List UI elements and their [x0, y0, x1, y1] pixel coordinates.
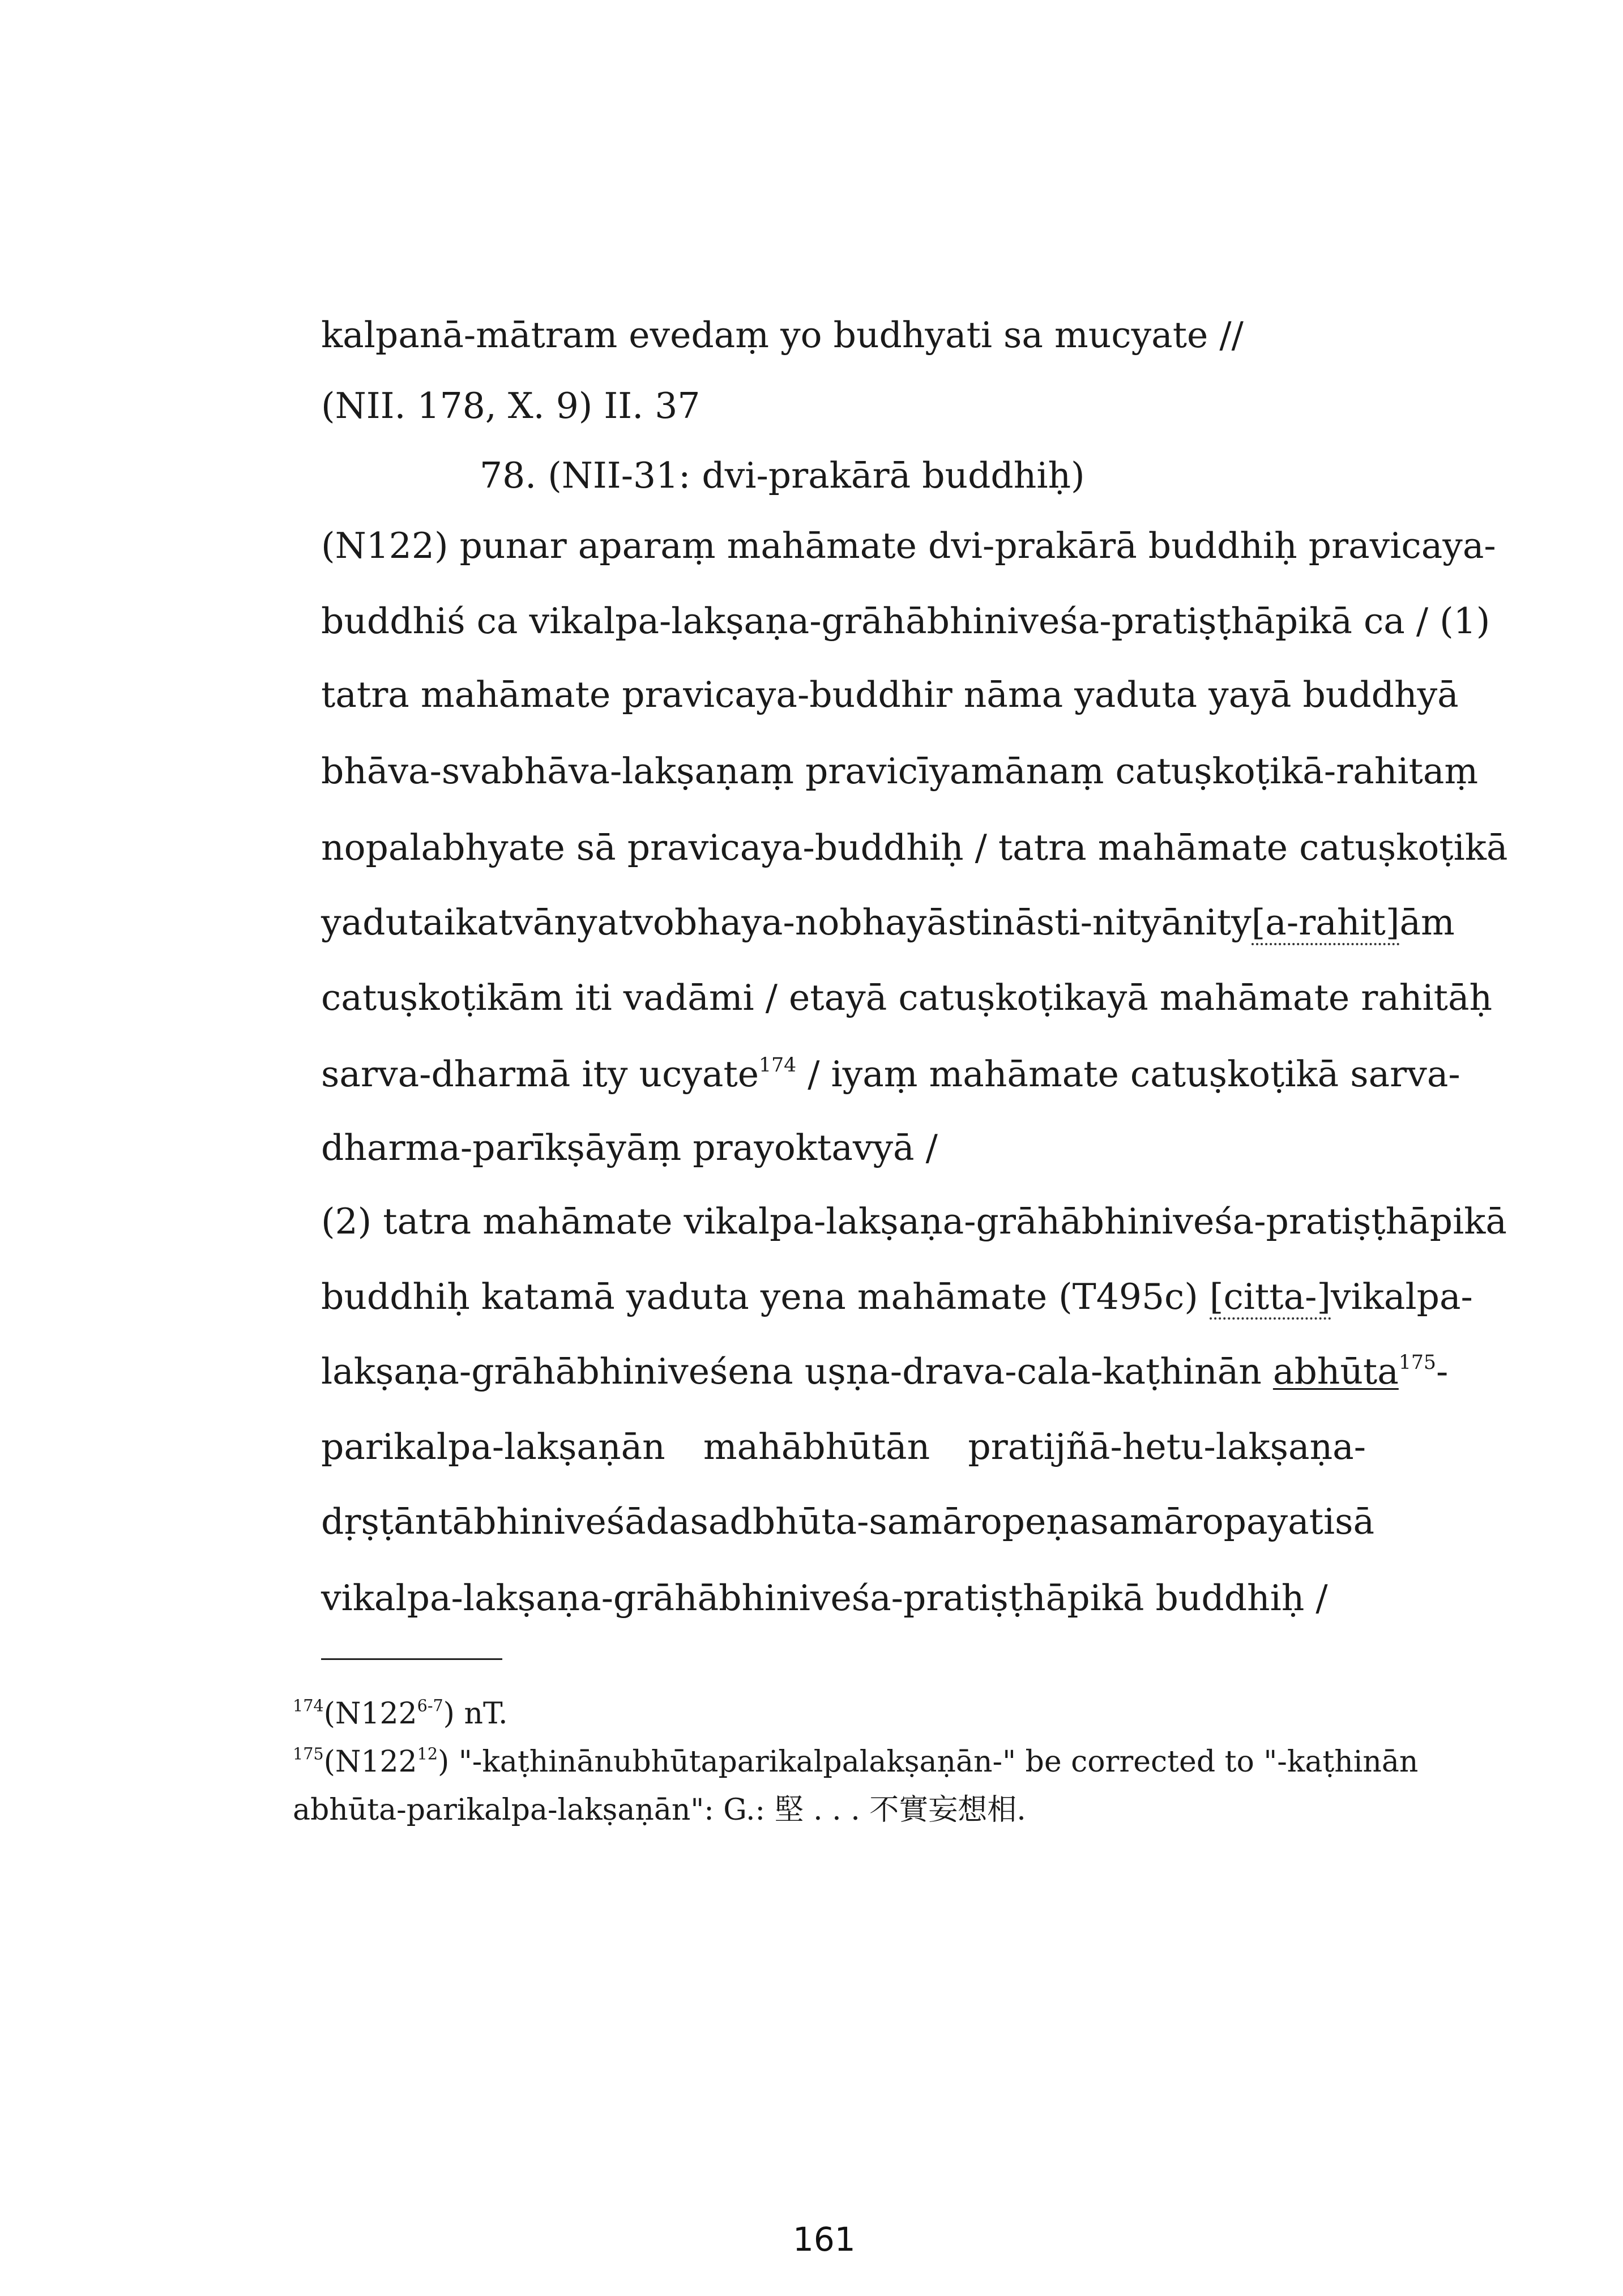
text-line-15-part-c: - [1436, 1351, 1449, 1392]
text-line-10: catuṣkoṭikām iti vadāmi / etayā catuṣkoṭikayā mahāmate rahitāḥ [321, 977, 1493, 1018]
underlined-abhuta: abhūta [1272, 1351, 1399, 1392]
emendation-a-rahit: [a-rahit] [1252, 902, 1400, 945]
footnote-174-text-a: (N122 [323, 1697, 417, 1731]
text-line-14 [321, 1276, 1473, 1317]
footnote-175-sup: 12 [417, 1744, 438, 1764]
footnote-175-number: 175 [293, 1744, 324, 1764]
footnote-ref-175: 175 [1398, 1351, 1436, 1375]
section-heading: 78. (NII-31: dvi-prakārā buddhiḥ) [480, 455, 1085, 496]
text-line-1: kalpanā-mātram evedaṃ yo budhyati sa mucyate // [321, 314, 1244, 356]
footnote-175-continued: abhūta-parikalpa-lakṣaṇān": G.: 堅 . . . 不實妄想相. [293, 1793, 1026, 1827]
footnote-174 [293, 1696, 508, 1731]
text-line-14-part-c: vikalpa- [1331, 1276, 1473, 1317]
emendation-citta: [citta-] [1210, 1276, 1331, 1320]
text-line-15 [321, 1351, 1449, 1392]
text-line-17-word-2: asadbhūta-samāropeṇa [668, 1501, 1091, 1542]
text-line-16-word-2: mahābhūtān [703, 1426, 930, 1467]
page-number: 161 [793, 2220, 856, 2259]
text-line-2: (NII. 178, X. 9) II. 37 [321, 385, 701, 426]
text-line-9-part-c: ām [1399, 902, 1455, 943]
text-line-17-word-3: samāropayati [1090, 1501, 1335, 1542]
text-line-17 [321, 1501, 1375, 1542]
text-line-13: (2) tatra mahāmate vikalpa-lakṣaṇa-grāhābhiniveśa-pratiṣṭhāpikā [321, 1201, 1507, 1242]
footnote-175 [293, 1744, 1419, 1779]
text-line-16 [321, 1426, 1366, 1467]
text-line-5: buddhiś ca vikalpa-lakṣaṇa-grāhābhiniveśa-pratiṣṭhāpikā ca / (1) [321, 600, 1490, 642]
text-line-15-part-a: lakṣaṇa-grāhābhiniveśena uṣṇa-drava-cala-kaṭhinān [321, 1351, 1273, 1392]
text-line-11-part-b: / iyaṃ mahāmate catuṣkoṭikā sarva- [796, 1053, 1460, 1095]
text-line-11-part-a: sarva-dharmā ity ucyate [321, 1053, 759, 1095]
text-line-9-part-a: yadutaikatvānyatvobhaya-nobhayāstināsti-nityānity [321, 902, 1252, 943]
text-line-9 [321, 902, 1455, 943]
text-line-16-word-3: pratijñā-hetu-lakṣaṇa- [968, 1426, 1366, 1467]
text-line-7: bhāva-svabhāva-lakṣaṇaṃ pravicīyamānaṃ catuṣkoṭikā-rahitaṃ [321, 750, 1479, 792]
footnote-divider [321, 1658, 502, 1660]
text-line-17-word-1: dṛṣṭāntābhiniveśād [321, 1501, 669, 1542]
footnote-ref-174: 174 [759, 1054, 797, 1077]
footnote-175-text-a: (N122 [323, 1745, 417, 1779]
text-line-6: tatra mahāmate pravicaya-buddhir nāma yaduta yayā buddhyā [321, 674, 1459, 715]
text-line-11 [321, 1053, 1460, 1095]
text-line-12: dharma-parīkṣāyāṃ prayoktavyā / [321, 1127, 938, 1168]
text-line-4: (N122) punar aparaṃ mahāmate dvi-prakārā buddhiḥ pravicaya- [321, 525, 1496, 566]
footnote-175-text-b: ) "-kaṭhinānubhūtaparikalpalakṣaṇān-" be corrected to "-kaṭhinān [438, 1745, 1419, 1779]
footnote-174-number: 174 [293, 1696, 324, 1715]
text-line-16-word-1: parikalpa-lakṣaṇān [321, 1426, 665, 1467]
text-line-17-word-4: sā [1335, 1501, 1375, 1542]
footnote-174-sup: 6-7 [417, 1696, 443, 1715]
text-line-14-part-a: buddhiḥ katamā yaduta yena mahāmate (T495c) [321, 1276, 1210, 1317]
text-line-18: vikalpa-lakṣaṇa-grāhābhiniveśa-pratiṣṭhāpikā buddhiḥ / [321, 1577, 1328, 1619]
text-line-8: nopalabhyate sā pravicaya-buddhiḥ / tatra mahāmate catuṣkoṭikā [321, 827, 1508, 868]
footnote-174-text-b: ) nT. [443, 1697, 508, 1731]
